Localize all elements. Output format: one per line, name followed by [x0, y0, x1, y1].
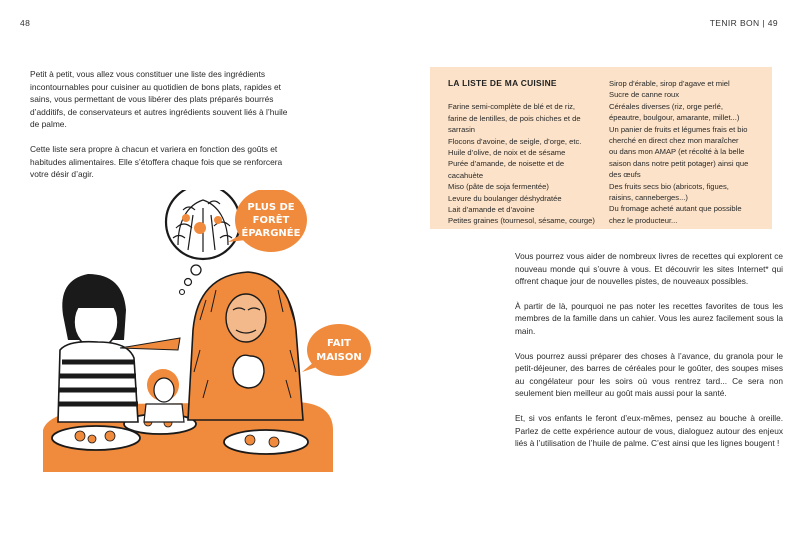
list-item: des œufs	[609, 170, 641, 180]
list-item: Purée d’amande, de noisette et de	[448, 159, 565, 169]
body-paragraph-3: Vous pourrez aussi préparer des choses à l’avance, du granola pour le petit-déjeuner, des barres de céréales pour le goûter, des soupes mises au congélateur pour les soirs où vous rentrez tard... Ce sera non seulement bien meilleur au goût mais aussi pour la santé.	[515, 350, 783, 399]
body-paragraph-1: Vous pourrez vous aider de nombreux livres de recettes qui explorent ce nouveau monde qui s’ouvre à vous. Et découvrir les sites Internet* qui offrent chaque jour de nouvelles pistes, de nouveaux possibles.	[515, 251, 783, 287]
list-item: Farine semi-complète de blé et de riz,	[448, 102, 576, 112]
bubble-homemade-line-2: MAISON	[316, 352, 362, 363]
intro-paragraph-2: Cette liste sera propre à chacun et variera en fonction des goûts et habitudes alimentaires. Elle s’étoffera chaque fois que se renforcera votre désir d’agir.	[30, 143, 283, 180]
running-head-right: TENIR BON | 49	[709, 18, 778, 28]
speech-bubble-homemade	[302, 324, 371, 376]
list-item: cacahuète	[448, 170, 484, 180]
list-item: Des fruits secs bio (abricots, figues,	[609, 181, 729, 191]
bubble-forest-line-2: FORÊT	[252, 215, 290, 226]
kitchen-list-box	[430, 67, 772, 229]
orangutan-figure	[188, 272, 303, 420]
bubble-forest-line-1: PLUS DE	[247, 202, 295, 213]
list-item: ou dans mon AMAP (et récolté à la belle	[609, 147, 745, 157]
list-item: Petites graines (tournesol, sésame, courge)	[448, 216, 595, 226]
list-item: Sirop d’érable, sirop d’agave et miel	[609, 79, 730, 88]
list-item: Du fromage acheté autant que possible	[609, 204, 742, 214]
body-column	[515, 250, 783, 462]
speech-bubble-forest	[228, 190, 307, 252]
kitchen-list-column-2	[609, 78, 759, 226]
page-number-left: 48	[20, 18, 31, 28]
illustration-orangutan-family	[28, 190, 398, 480]
intro-paragraph-1: Petit à petit, vous allez vous constituer une liste des ingrédients incontournables pour cuisiner au quotidien de bons plats, rapides et sains, vous permettant de vous libérer des plats préparés bourrés d’additifs, de conservateurs et autres ingrédients souvent liés à l’huile de palme.	[30, 69, 288, 130]
list-item: cherché en direct chez mon maraîcher	[609, 136, 739, 146]
list-item: Un panier de fruits et légumes frais et bio	[609, 124, 748, 134]
list-item: Miso (pâte de soja fermentée)	[448, 182, 549, 192]
list-item: Flocons d’avoine, de seigle, d’orge, etc.	[448, 136, 582, 146]
cabbage	[233, 355, 264, 388]
list-item: farine de lentilles, de pois chiches et de	[448, 113, 581, 123]
list-item: Céréales diverses (riz, orge perlé,	[609, 101, 723, 111]
list-item: Huile d’olive, de noix et de sésame	[448, 148, 566, 158]
plate-right	[224, 430, 308, 454]
list-item: Sucre de canne roux	[609, 90, 680, 100]
list-item: chez le producteur...	[609, 215, 678, 225]
carrot	[120, 338, 180, 350]
list-item: raisins, canneberges...)	[609, 193, 688, 203]
body-paragraph-4: Et, si vos enfants le feront d’eux-mêmes, pensez au bouche à oreille. Parlez de cette expérience autour de vous, dialoguez autour des enjeux liés à l’utilisation de l’huile de palme. C’est ainsi que les lignes bougent !	[515, 412, 783, 449]
bubble-homemade-line-1: FAIT	[327, 338, 351, 349]
list-item: saison dans notre petit potager) ainsi que	[609, 158, 749, 168]
kitchen-list-column-1	[448, 78, 606, 227]
bubble-forest-line-3: ÉPARGNÉE	[241, 228, 301, 239]
kitchen-list-title: LA LISTE DE MA CUISINE	[448, 78, 557, 88]
list-item: Lait d’amande et d’avoine	[448, 205, 535, 215]
intro-column	[30, 68, 292, 193]
child-figure	[144, 369, 184, 422]
body-paragraph-2: À partir de là, pourquoi ne pas noter les recettes favorites de tous les membres de la famille dans un cahier. Vous les aurez facilement sous la main.	[515, 300, 783, 336]
list-item: épeautre, boulgour, amarante, millet...)	[609, 113, 740, 123]
list-item: Levure du boulanger déshydratée	[448, 193, 562, 203]
list-item: sarrasin	[448, 125, 476, 135]
